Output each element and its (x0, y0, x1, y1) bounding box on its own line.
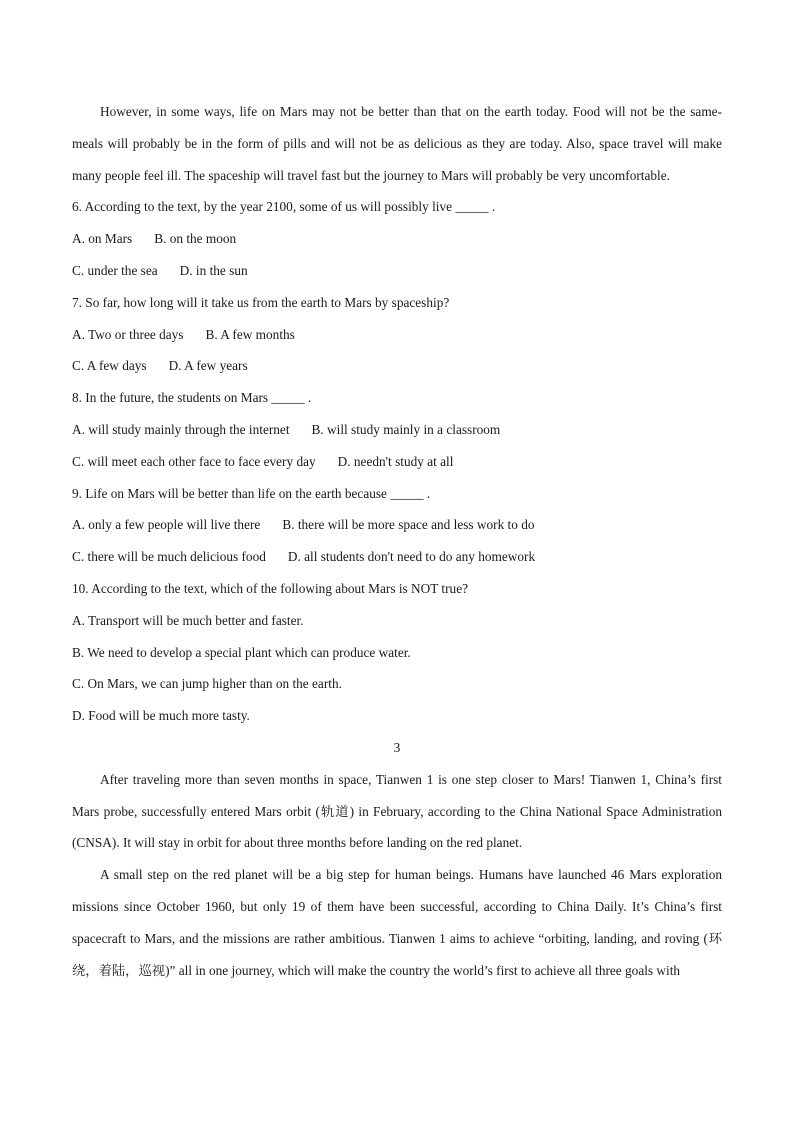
question-6-options-row-1 (72, 223, 722, 255)
section-number: 3 (393, 739, 401, 755)
option-7d: D. A few years (168, 358, 248, 374)
option-8d: D. needn't study at all (337, 453, 454, 469)
option-6d: D. in the sun (179, 262, 248, 278)
option-6a: A. on Mars (72, 231, 133, 247)
option-9c: C. there will be much delicious food (72, 549, 266, 565)
option-9b: B. there will be more space and less work to do (282, 517, 535, 533)
question-8-options-row-1 (72, 414, 722, 446)
option-7b: B. A few months (205, 326, 295, 342)
question-9-options-row-2 (72, 541, 722, 573)
option-9d: D. all students don't need to do any homework (287, 549, 536, 565)
question-7-options-row-1 (72, 319, 722, 351)
option-10a: A. Transport will be much better and faster. (72, 612, 304, 628)
question-6-options-row-2 (72, 255, 722, 287)
document-page (72, 96, 722, 986)
question-8-options-row-2 (72, 446, 722, 478)
passage3-paragraph-1: After traveling more than seven months in space, Tianwen 1 is one step closer to Mars! Tianwen 1, China’s first Mars probe, successfully entered Mars orbit (轨道) in February, according to the China National Space Administration (CNSA). It will stay in orbit for about three months before landing on the red planet. (72, 771, 722, 851)
option-6b: B. on the moon (154, 231, 237, 247)
question-7-stem: 7. So far, how long will it take us from the earth to Mars by spaceship? (72, 294, 450, 310)
option-8b: B. will study mainly in a classroom (311, 421, 501, 437)
option-7c: C. A few days (72, 358, 147, 374)
option-6c: C. under the sea (72, 262, 158, 278)
option-10c: C. On Mars, we can jump higher than on the earth. (72, 676, 342, 692)
option-7a: A. Two or three days (72, 326, 184, 342)
question-9-options-row-1 (72, 509, 722, 541)
passage-paragraph: However, in some ways, life on Mars may not be better than that on the earth today. Food will not be the same-meals will probably be in the form of pills and will not be as delicious as they are today. Also, space travel will make many people feel ill. The spaceship will travel fast but the journey to Mars will probably be very uncomfortable. (72, 104, 722, 183)
option-9a: A. only a few people will live there (72, 517, 261, 533)
question-8-stem: 8. In the future, the students on Mars _____ . (72, 390, 312, 406)
passage3-paragraph-2: A small step on the red planet will be a big step for human beings. Humans have launched 46 Mars exploration missions since October 1960, but only 19 of them have been successful, according to China Daily. It’s China’s first spacecraft to Mars, and the missions are rather ambitious. Tianwen 1 aims to achieve “orbiting, landing, and roving (环绕，着陆，巡视)” all in one journey, which will make the country the world’s first to achieve all three goals with (72, 867, 722, 978)
question-6-stem: 6. According to the text, by the year 2100, some of us will possibly live _____ . (72, 199, 496, 215)
question-9-stem: 9. Life on Mars will be better than life on the earth because _____ . (72, 485, 431, 501)
question-10-stem: 10. According to the text, which of the following about Mars is NOT true? (72, 580, 468, 596)
option-8a: A. will study mainly through the internet (72, 421, 290, 437)
question-7-options-row-2 (72, 350, 722, 382)
option-8c: C. will meet each other face to face every day (72, 453, 316, 469)
option-10b: B. We need to develop a special plant which can produce water. (72, 644, 411, 660)
option-10d: D. Food will be much more tasty. (72, 708, 250, 724)
